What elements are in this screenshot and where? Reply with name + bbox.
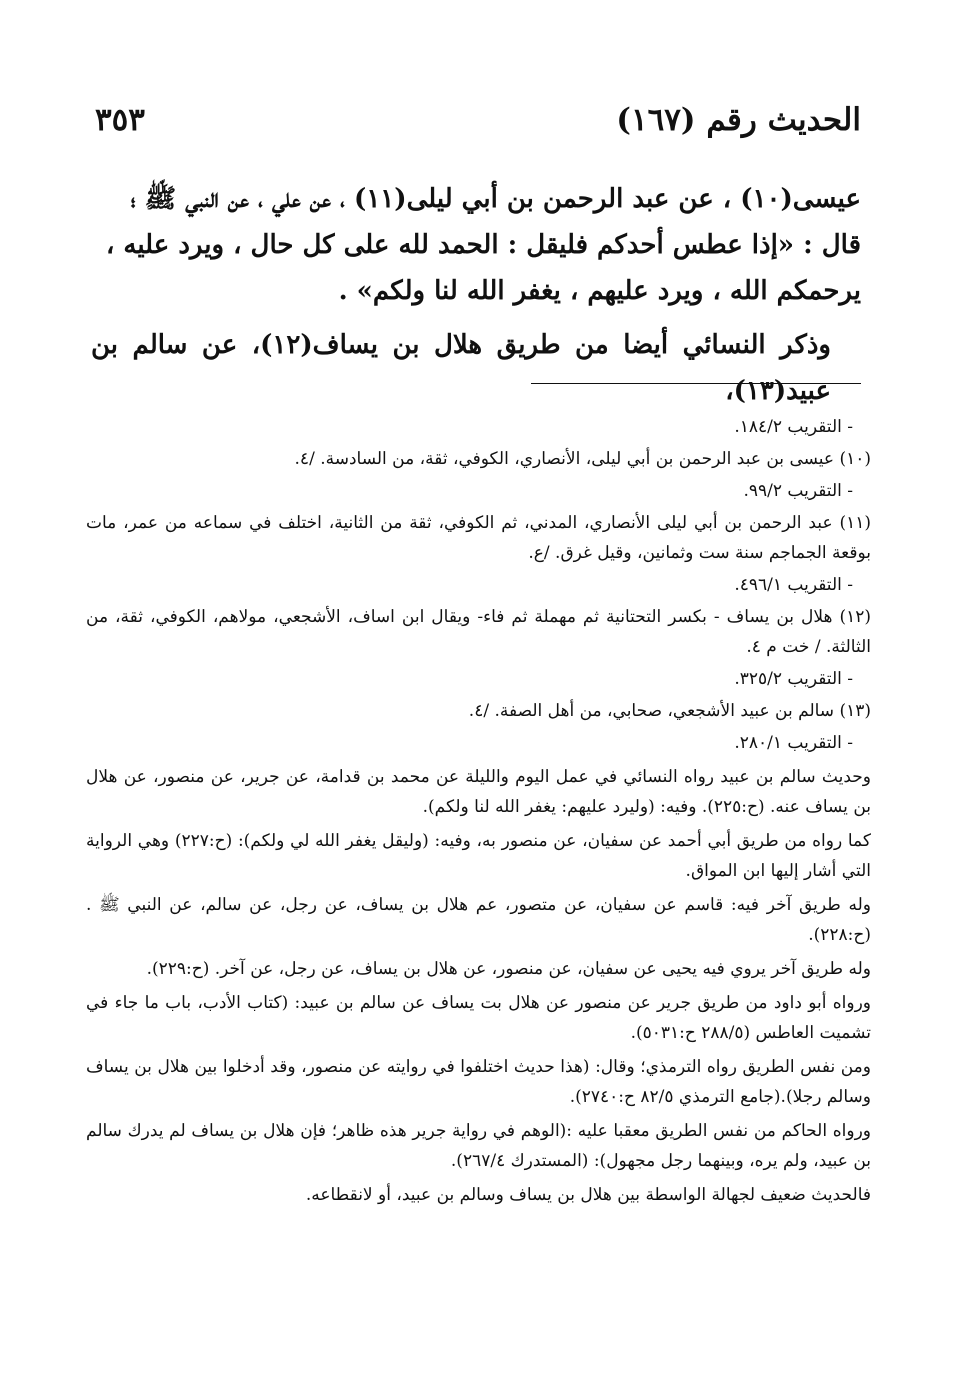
commentary-paragraph: ومن نفس الطريق رواه الترمذي؛ وقال: (هذا حديث اختلفوا في روايته عن منصور، وقد أدخلوا بين هلال بن يساف وسالم رجلا).(جامع الترمذي ٨٢/٥ ح:٢٧٤٠).: [86, 1057, 871, 1107]
footnote: (١١) عبد الرحمن بن أبي ليلى الأنصاري، المدني، ثم الكوفي، ثقة من الثانية، اختلف في سماعه من عمر، مات بوقعة الجماجم سنة ست وثمانين، وقيل غرق. /ع.: [86, 513, 871, 563]
commentary-paragraph: ورواه الحاكم من نفس الطريق معقبا عليه :(الوهم في رواية جرير هذه ظاهر؛ فإن هلال بن يساف لم يدرك سالم بن عبيد، ولم يره، وبينهما رجل مجهول): (المستدرك ٢٦٧/٤).: [86, 1121, 871, 1171]
main-text: [91, 176, 861, 414]
footnote-reference: - التقريب ٢٨٠/١.: [734, 733, 853, 753]
footnote-reference: - التقريب ١٨٤/٢.: [734, 417, 853, 437]
footnote-reference: - التقريب ٩٩/٢.: [743, 481, 853, 501]
main-line: قال : «إذا عطس أحدكم فليقل : الحمد لله على كل حال ، ويرد عليه ،: [105, 230, 861, 260]
main-line: عيسى(١٠) ، عن عبد الرحمن بن أبي ليلى(١١) ، عن علي ، عن النبي ﷺ ؛: [130, 184, 861, 214]
main-line: وذكر النسائي أيضا من طريق هلال بن يساف(١٢)، عن سالم بن عبيد(١٣)،: [91, 330, 831, 406]
footnotes: [86, 412, 871, 1214]
footnote: (١٠) عيسى بن عبد الرحمن بن أبي ليلى، الأنصاري، الكوفي، ثقة، من السادسة. /٤.: [294, 449, 871, 469]
footnote-reference: - التقريب ٣٢٥/٢.: [734, 669, 853, 689]
page-number: ٣٥٣: [95, 102, 145, 138]
commentary-paragraph: ورواه أبو داود من طريق جرير عن منصور عن هلال بت يساف عن سالم بن عبيد: (كتاب الأدب، باب ما جاء في تشميت العاطس (٢٨٨/٥ ح:٥٠٣١).: [86, 993, 872, 1043]
commentary-paragraph: وله طريق آخر فيه: قاسم عن سفيان، عن متصور، عم هلال بن يساف، عن رجل، عن سالم، عن النبي ﷺ . (ح:٢٢٨).: [86, 895, 871, 945]
chapter-title: الحديث رقم (١٦٧): [616, 102, 861, 138]
footnote-reference: - التقريب ٤٩٦/١.: [734, 575, 853, 595]
main-line: يرحمكم الله ، ويرد عليهم ، يغفر الله لنا ولكم» .: [338, 276, 861, 306]
footnote: (١٢) هلال بن يساف - بكسر التحتانية ثم مهملة ثم فاء- ويقال ابن اساف، الأشجعي، مولاهم، الكوفي، ثقة، من الثالثة. / خت م ٤.: [86, 607, 871, 657]
commentary-paragraph: وحديث سالم بن عبيد رواه النسائي في عمل اليوم والليلة عن محمد بن قدامة، عن جرير، عن منصور، عن هلال بن يساف عنه. (ح:٢٢٥). وفيه: (وليرد عليهم: يغفر الله لنا ولكم).: [86, 767, 871, 817]
commentary-paragraph: كما رواه من طريق أبي أحمد عن سفيان، عن منصور به، وفيه: (وليقل يغفر الله لي ولكم): (ح:٢٢٧) وهي الرواية التي أشار إليها ابن المواق.: [86, 831, 871, 881]
commentary-paragraph: وله طريق آخر يروي فيه يحيى عن سفيان، عن منصور، عن هلال بن يساف، عن رجل، عن آخر. (ح:٢٢٩).: [146, 959, 871, 979]
page-header: [95, 102, 861, 148]
footnote: (١٣) سالم بن عبيد الأشجعي، صحابي، من أهل الصفة. /٤.: [468, 701, 871, 721]
footnote-divider: [531, 383, 861, 384]
commentary-paragraph: فالحديث ضعيف لجهالة الواسطة بين هلال بن يساف وسالم بن عبيد، أو لانقطاعه.: [305, 1185, 871, 1205]
